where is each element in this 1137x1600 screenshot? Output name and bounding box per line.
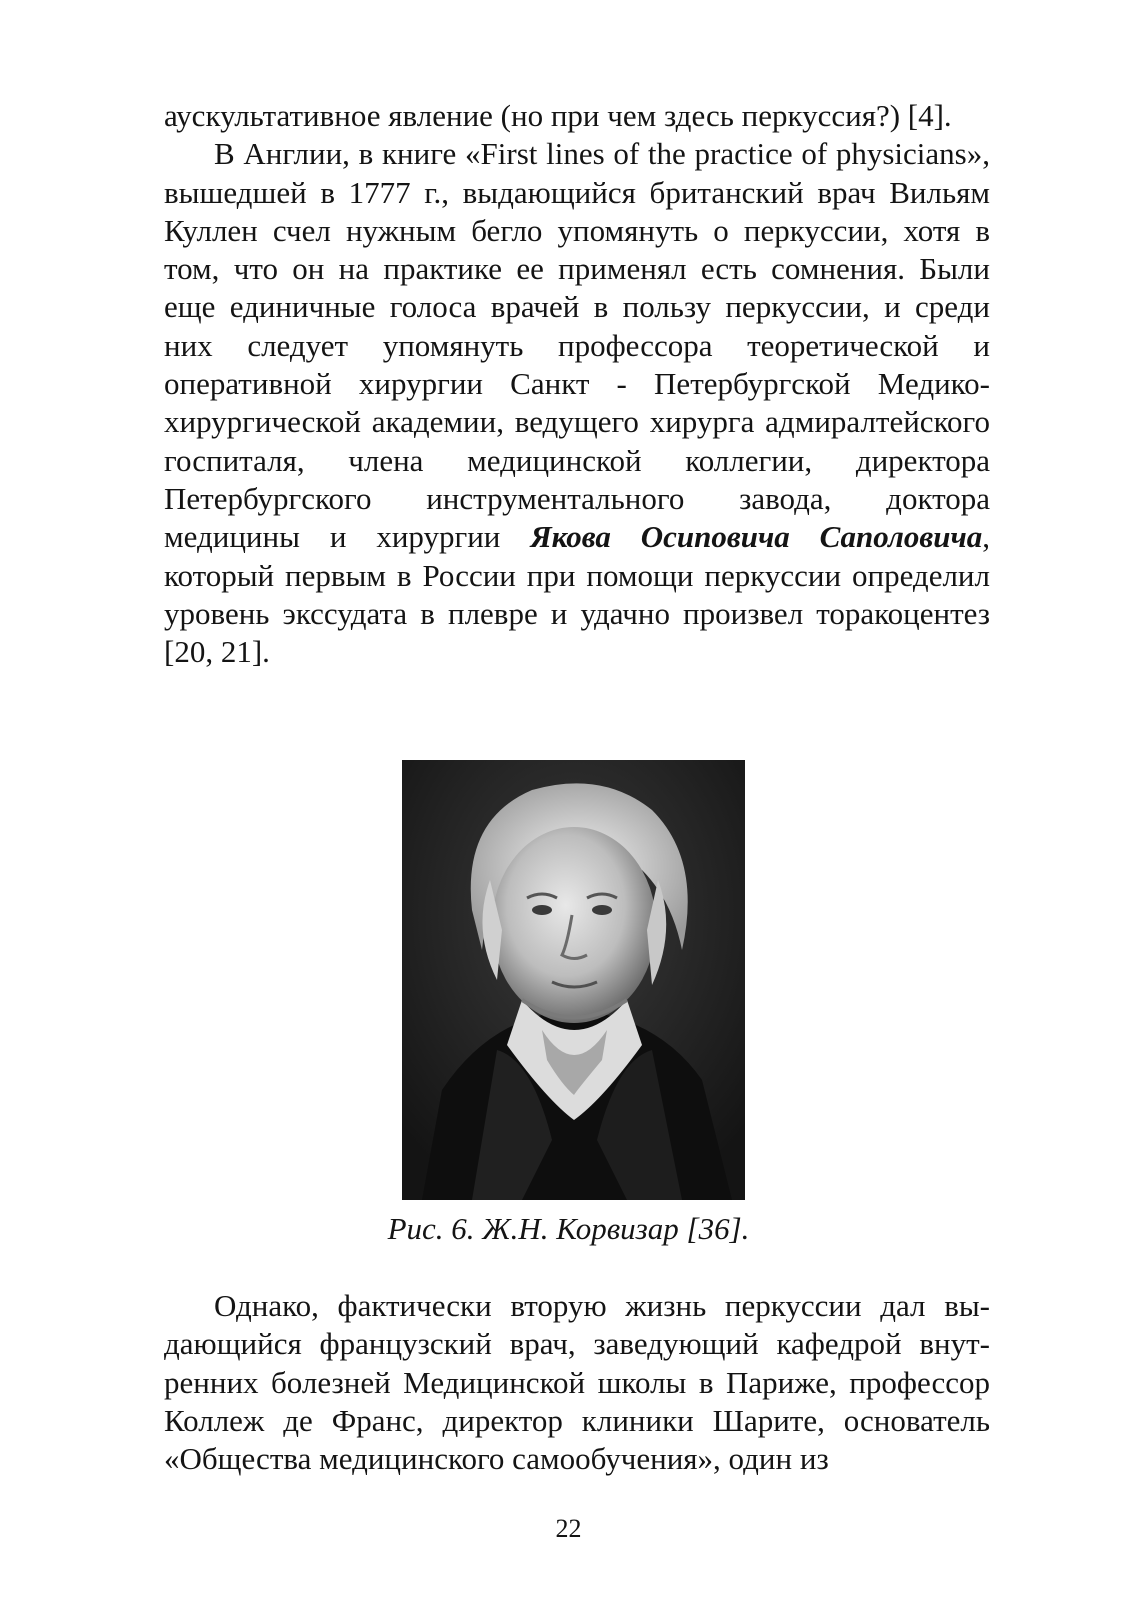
paragraph-1: аускультативное явление (но при чем здесь перкуссия?) [4].: [164, 98, 952, 133]
paragraph-2: [164, 135, 990, 671]
highlighted-name: Якова Осиповича Саполовича: [530, 519, 983, 555]
page-number: 22: [555, 1514, 582, 1543]
figure-caption: Рис. 6. Ж.Н. Корвизар [36].: [387, 1211, 750, 1246]
paragraph-2-text-before: В Англии, в книге «First lines of the practice of physicians», вышедшей в 1777 г., выдающийся британский врач Вильям Куллен счел нужным бегло упомянуть о перкуссии, хотя в том, что он на практике ее применял есть сомнения. Были еще единичные голоса врачей в пользу перкуссии, и среди них следует упомянуть профессора теоретической и оперативной хирургии Санкт - Петербургской Медико-хирургической академии, ведущего хирурга адмиралтейского госпиталя, члена медицинской коллегии, директора Петербургского инструментального завода, доктора медицины и хирургии: [164, 136, 990, 555]
top-text-block: [164, 97, 990, 671]
bottom-text-block: [164, 1287, 990, 1478]
paragraph-2-text-after: , который первым в России при помощи перкуссии определил уровень экссудата в плевре и удачно произвел торакоцентез [20, 21].: [164, 519, 991, 670]
portrait-image: [402, 760, 745, 1200]
portrait-drawing: [402, 760, 745, 1200]
paragraph-3: Однако, фактически вторую жизнь перкуссии дал выдающийся французский врач, заведующий кафедрой внутренних болезней Медицинской школы в Париже, профессор Коллеж де Франс, директор клиники Шарите, основатель «Общества медицинского самообучения», один из: [164, 1288, 990, 1477]
